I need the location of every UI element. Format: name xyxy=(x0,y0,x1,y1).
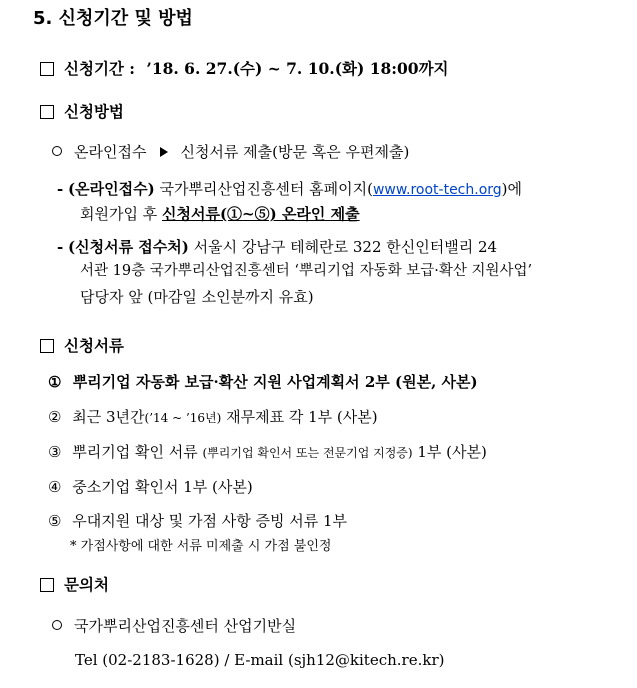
contact-org-row xyxy=(52,617,296,635)
triangle-arrow-icon xyxy=(160,147,168,157)
dash: - xyxy=(57,180,64,198)
documents-heading-text: 신청서류 xyxy=(64,336,124,355)
item-text-end: 1부 (사본) xyxy=(417,443,487,461)
online-item-emphasis: 신청서류(①~⑤) 온라인 제출 xyxy=(162,205,360,223)
item-number: ② xyxy=(48,408,62,426)
document-item-1 xyxy=(48,373,478,391)
item-small-text: (’14 ~ ’16년) xyxy=(144,411,222,425)
circle-bullet-icon xyxy=(52,146,62,156)
online-item-line1 xyxy=(57,180,522,199)
item-number: ① xyxy=(48,373,62,391)
contact-heading-text: 문의처 xyxy=(64,575,109,594)
contact-heading xyxy=(40,576,109,595)
checkbox-icon xyxy=(40,62,54,76)
item-small-text: (뿌리기업 확인서 또는 전문기업 지정증) xyxy=(202,446,413,460)
method-heading-text: 신청방법 xyxy=(64,102,124,121)
contact-org: 국가뿌리산업진흥센터 산업기반실 xyxy=(74,617,297,635)
dash: - xyxy=(57,238,64,256)
place-item-tag: (신청서류 접수처) xyxy=(68,238,189,256)
item-number: ④ xyxy=(48,478,62,496)
online-submission-detail: 신청서류 제출(방문 혹은 우편제출) xyxy=(180,143,410,161)
circle-bullet-icon xyxy=(52,620,62,630)
item-number: ③ xyxy=(48,443,62,461)
online-item-text: 국가뿌리산업진흥센터 홈페이지( xyxy=(159,180,373,198)
item-text-end: 재무제표 각 1부 (사본) xyxy=(226,408,378,426)
document-item-3 xyxy=(48,443,487,461)
item-text: 우대지원 대상 및 가점 사항 증빙 서류 1부 xyxy=(72,512,347,530)
contact-tel-email: Tel (02-2183-1628) / E-mail (sjh12@kitech.re.kr) xyxy=(75,651,445,669)
application-period xyxy=(40,60,449,79)
online-item-text-end: )에 xyxy=(501,180,523,198)
online-item-line2-text: 회원가입 후 xyxy=(80,205,158,223)
online-item-line2 xyxy=(80,205,360,223)
place-item-line3: 담당자 앞 (마감일 소인분까지 유효) xyxy=(80,288,314,306)
homepage-link[interactable]: www.root-tech.org xyxy=(372,182,502,198)
place-item-line1 xyxy=(57,238,497,256)
item-text: 중소기업 확인서 1부 (사본) xyxy=(72,478,253,496)
online-submission-label: 온라인접수 xyxy=(74,143,147,161)
item-text: 최근 3년간 xyxy=(72,408,145,426)
section-title: 5. 신청기간 및 방법 xyxy=(33,8,193,29)
online-submission-row xyxy=(52,143,409,161)
checkbox-icon xyxy=(40,339,54,353)
item-text: 뿌리기업 자동화 보급·확산 지원 사업계획서 2부 (원본, 사본) xyxy=(72,373,478,391)
place-item-address: 서울시 강남구 테헤란로 322 한신인터밸리 24 xyxy=(193,238,498,256)
item-number: ⑤ xyxy=(48,512,62,530)
method-heading xyxy=(40,103,124,122)
document-item-5 xyxy=(48,512,347,530)
online-item-tag: (온라인접수) xyxy=(68,180,155,198)
document-item-2 xyxy=(48,408,378,426)
item-text: 뿌리기업 확인 서류 xyxy=(72,443,198,461)
document-item-4 xyxy=(48,478,253,496)
period-label: 신청기간 : xyxy=(64,59,136,78)
period-value: ’18. 6. 27.(수) ~ 7. 10.(화) 18:00까지 xyxy=(146,59,449,78)
documents-note: * 가점사항에 대한 서류 미제출 시 가점 불인정 xyxy=(70,539,332,554)
documents-heading xyxy=(40,337,124,356)
checkbox-icon xyxy=(40,578,54,592)
place-item-line2: 서관 19층 국가뿌리산업진흥센터 ‘뿌리기업 자동화 보급·확산 지원사업’ xyxy=(80,263,533,279)
checkbox-icon xyxy=(40,105,54,119)
